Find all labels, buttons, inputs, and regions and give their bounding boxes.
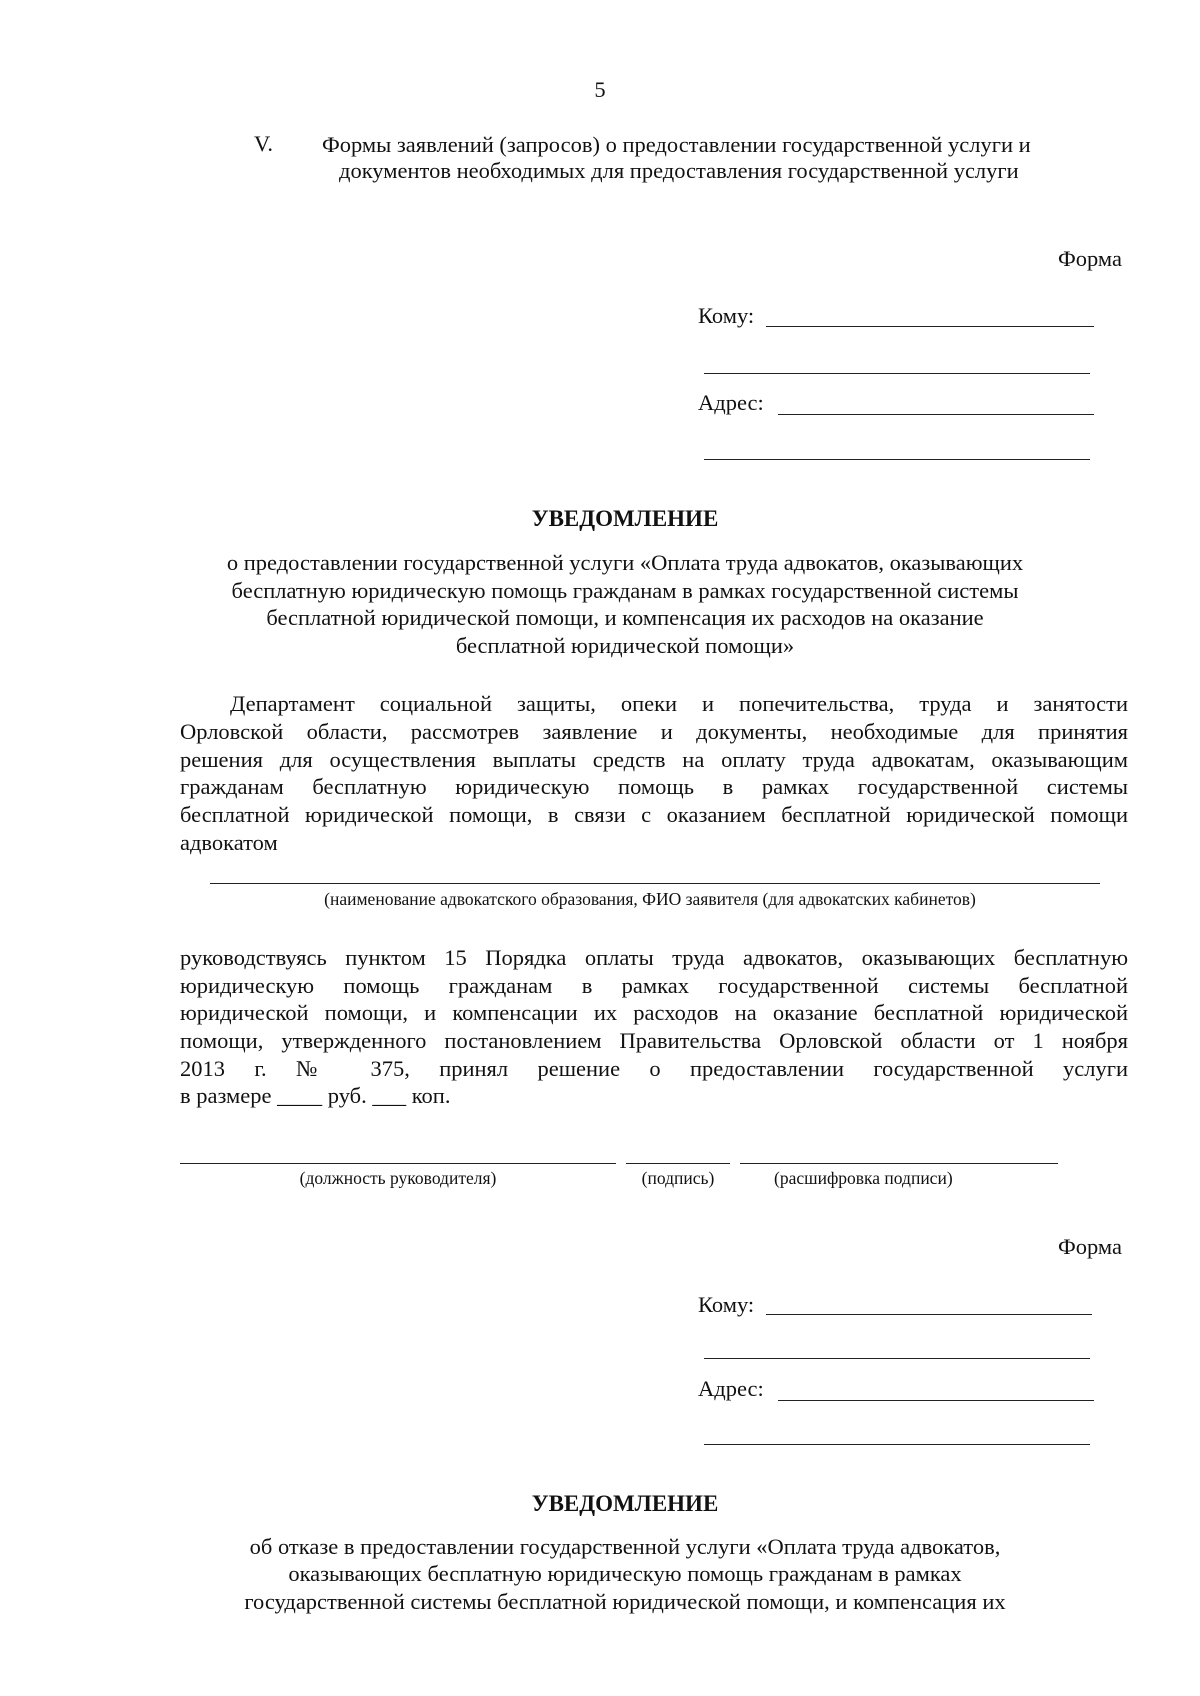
form1-body2-line4: помощи, утвержденного постановлением Правительства Орловской области от 1 ноября (180, 1028, 1128, 1053)
form2-to-label: Кому: (698, 1292, 755, 1317)
form1-to-label: Кому: (698, 303, 755, 328)
form2-subheading-1: об отказе в предоставлении государственной услуги «Оплата труда адвокатов, (249, 1534, 1001, 1559)
form1-body1-line5: бесплатной юридической помощи, в связи с оказанием бесплатной юридической помощи (180, 802, 1128, 827)
section-title-line1: Формы заявлений (запросов) о предоставлении государственной услуги и (322, 132, 1031, 157)
page-number: 5 (594, 77, 606, 102)
form1-heading: УВЕДОМЛЕНИЕ (531, 506, 719, 531)
form1-label: Форма (1058, 246, 1123, 271)
form2-address-label: Адрес: (698, 1376, 764, 1401)
form1-subheading-2: бесплатную юридическую помощь гражданам в рамках государственной системы (231, 578, 1019, 603)
section-number: V. (254, 131, 273, 156)
form1-applicant-line[interactable] (210, 883, 1100, 884)
form2-address-line[interactable] (778, 1400, 1094, 1401)
form1-signature-line[interactable] (626, 1163, 730, 1164)
section-title-line2: документов необходимых для предоставления государственной услуги (339, 158, 1019, 183)
form1-address-line2[interactable] (704, 459, 1090, 460)
form1-address-line[interactable] (778, 414, 1094, 415)
form1-body2-line2: юридическую помощь гражданам в рамках государственной системы бесплатной (180, 973, 1128, 998)
form1-decoding-line[interactable] (740, 1163, 1058, 1164)
form1-subheading-3: бесплатной юридической помощи, и компенсация их расходов на оказание (266, 605, 984, 630)
form1-body1-line1: Департамент социальной защиты, опеки и попечительства, труда и занятости (230, 691, 1128, 716)
form1-to-line2[interactable] (704, 373, 1090, 374)
form1-position-line[interactable] (180, 1163, 616, 1164)
form1-body1-line6: адвокатом (180, 830, 278, 855)
form2-subheading-2: оказывающих бесплатную юридическую помощь гражданам в рамках (288, 1561, 962, 1586)
form2-to-line[interactable] (766, 1314, 1092, 1315)
form1-body1-line2: Орловской области, рассмотрев заявление и документы, необходимые для принятия (180, 719, 1128, 744)
form1-body1-line4: гражданам бесплатную юридическую помощь в рамках государственной системы (180, 774, 1128, 799)
form1-body2-line3: юридической помощи, и компенсации их расходов на оказание бесплатной юридической (180, 1000, 1128, 1025)
form1-body1-line3: решения для осуществления выплаты средств на оплату труда адвокатам, оказывающим (180, 747, 1128, 772)
form1-subheading-1: о предоставлении государственной услуги «Оплата труда адвокатов, оказывающих (226, 550, 1024, 575)
form1-to-line[interactable] (766, 326, 1094, 327)
form1-subheading-4: бесплатной юридической помощи» (455, 633, 795, 658)
form2-heading: УВЕДОМЛЕНИЕ (531, 1491, 719, 1516)
form1-address-label: Адрес: (698, 390, 764, 415)
form2-to-line2[interactable] (704, 1358, 1090, 1359)
form1-caption-signature: (подпись) (641, 1168, 715, 1188)
form2-subheading-3: государственной системы бесплатной юридической помощи, и компенсация их (244, 1589, 1006, 1614)
form2-address-line2[interactable] (704, 1444, 1090, 1445)
form1-body2-line5: 2013 г. № 375, принял решение о предоставлении государственной услуги (180, 1056, 1128, 1081)
form1-body2-line6: в размере ____ руб. ___ коп. (180, 1083, 451, 1108)
form2-label: Форма (1058, 1234, 1123, 1259)
form1-caption-decoding: (расшифровка подписи) (774, 1168, 953, 1188)
form1-body2-line1: руководствуясь пунктом 15 Порядка оплаты труда адвокатов, оказывающих бесплатную (180, 945, 1128, 970)
form1-caption-position: (должность руководителя) (299, 1168, 497, 1188)
form1-caption-applicant: (наименование адвокатского образования, ФИО заявителя (для адвокатских кабинетов) (324, 889, 976, 909)
